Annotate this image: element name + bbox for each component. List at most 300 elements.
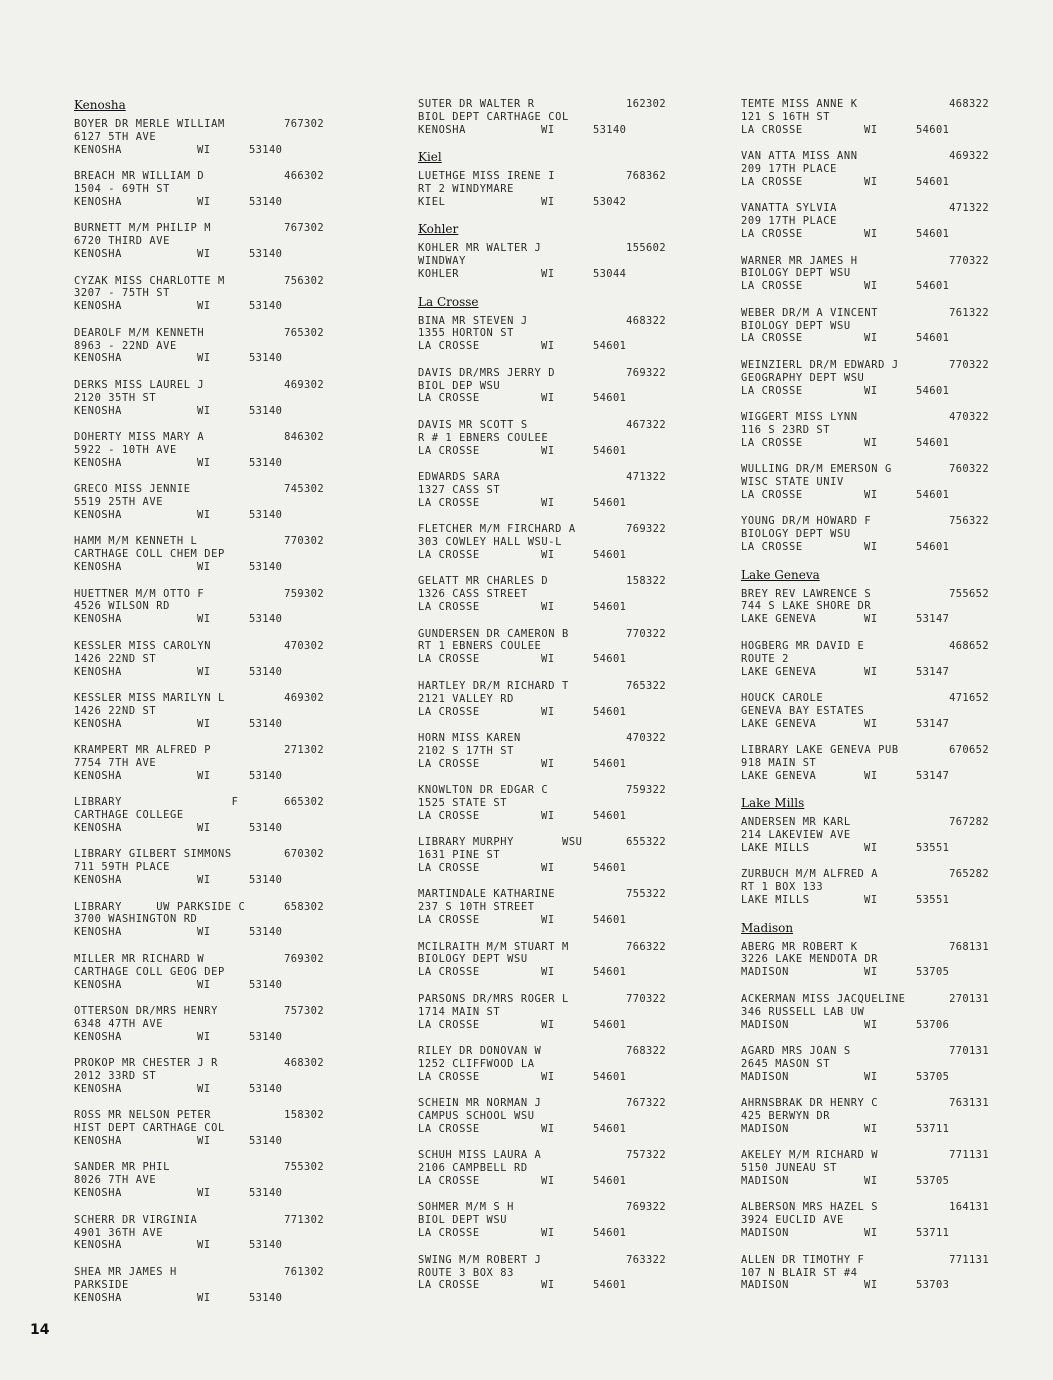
entry-city-line xyxy=(741,613,989,626)
entry-city-line xyxy=(74,1292,324,1305)
entry-code: 655322 xyxy=(626,836,666,849)
entry-city: LA CROSSE xyxy=(418,914,480,927)
entry-address: BIOLOGY DEPT WSU xyxy=(741,528,851,541)
entry-address: 3924 EUCLID AVE xyxy=(741,1214,844,1227)
entry-address: 107 N BLAIR ST #4 xyxy=(741,1266,858,1279)
place-heading: Kenosha xyxy=(74,98,126,112)
entry-address: RT 1 BOX 133 xyxy=(741,881,824,894)
entry-zip: 53140 xyxy=(249,769,283,782)
entry-city: LA CROSSE xyxy=(418,392,480,405)
entry-name: LIBRARY MURPHY WSU xyxy=(418,836,583,849)
entry-state: WI xyxy=(541,444,555,457)
entry-address: 8963 - 22ND AVE xyxy=(74,339,177,352)
entry-address: 1326 CASS STREET xyxy=(418,588,528,601)
entry-state: WI xyxy=(197,1291,211,1304)
entry-code: 468322 xyxy=(949,98,989,110)
entry-city-line xyxy=(418,914,666,927)
entry-code: 846302 xyxy=(284,431,324,444)
directory-column-3 xyxy=(741,94,989,1306)
entry-state: WI xyxy=(541,392,555,405)
directory-entry xyxy=(741,816,989,855)
entry-city: LA CROSSE xyxy=(418,1175,480,1188)
entry-name: DAVIS MR SCOTT S xyxy=(418,418,528,431)
entry-city-line xyxy=(74,1187,324,1200)
entry-state: WI xyxy=(864,541,878,554)
entry-name: VANATTA SYLVIA xyxy=(741,202,837,215)
entry-city-line xyxy=(418,268,666,281)
entry-code: 756322 xyxy=(949,515,989,528)
entry-city: LA CROSSE xyxy=(418,1070,480,1083)
place-section xyxy=(741,921,989,1293)
entry-city: LAKE GENEVA xyxy=(741,665,817,678)
entry-zip: 53140 xyxy=(249,195,283,208)
entry-address: 1426 22ND ST xyxy=(74,652,157,665)
entry-city-line xyxy=(418,653,666,666)
place-heading: La Crosse xyxy=(418,294,479,309)
entry-city-line xyxy=(74,352,324,365)
entry-address: 116 S 23RD ST xyxy=(741,423,831,436)
entry-name: EDWARDS SARA xyxy=(418,471,501,484)
place-section xyxy=(418,98,666,137)
entry-state: WI xyxy=(197,926,211,939)
entry-city: KENOSHA xyxy=(74,1187,122,1200)
entry-zip: 53147 xyxy=(916,613,950,626)
directory-entry xyxy=(418,836,666,875)
entry-code: 761322 xyxy=(949,306,989,319)
entry-zip: 54601 xyxy=(593,340,627,353)
entry-code: 745302 xyxy=(284,483,324,496)
entry-address: 6127 5TH AVE xyxy=(74,130,157,143)
entry-city-line xyxy=(418,497,666,510)
entry-code: 763131 xyxy=(949,1097,989,1110)
entry-zip: 53140 xyxy=(249,874,283,887)
entry-state: WI xyxy=(864,175,878,188)
entry-zip: 54601 xyxy=(593,496,627,509)
entry-address: 1504 - 69TH ST xyxy=(74,183,170,196)
entry-zip: 54601 xyxy=(593,601,627,614)
entry-address: 121 S 16TH ST xyxy=(741,110,831,123)
entry-code: 763322 xyxy=(626,1253,666,1266)
entry-city-line xyxy=(418,966,666,979)
entry-state: WI xyxy=(197,1187,211,1200)
entry-state: WI xyxy=(197,1082,211,1095)
entry-city: LA CROSSE xyxy=(741,228,803,241)
entry-city: LA CROSSE xyxy=(741,332,803,345)
entry-city-line xyxy=(418,862,666,875)
place-section xyxy=(418,295,666,1293)
entry-zip: 53711 xyxy=(916,1227,950,1240)
entry-city: KENOSHA xyxy=(74,248,122,261)
entry-zip: 53140 xyxy=(249,926,283,939)
entry-city: LA CROSSE xyxy=(418,1018,480,1031)
entry-city: LAKE GENEVA xyxy=(741,769,817,782)
entry-code: 658302 xyxy=(284,900,324,913)
entry-city-line xyxy=(741,1279,989,1292)
entry-address: 2106 CAMPBELL RD xyxy=(418,1162,528,1175)
entry-code: 769302 xyxy=(284,952,324,965)
entry-city-line xyxy=(418,1227,666,1240)
entry-city-line xyxy=(74,405,324,418)
entry-address: 2102 S 17TH ST xyxy=(418,744,514,757)
entry-code: 771131 xyxy=(949,1149,989,1162)
directory-entry xyxy=(741,588,989,627)
entry-zip: 53705 xyxy=(916,966,950,979)
entry-city: LA CROSSE xyxy=(741,123,803,136)
entry-address: 3226 LAKE MENDOTA DR xyxy=(741,953,879,966)
entry-zip: 53711 xyxy=(916,1122,950,1135)
directory-entry xyxy=(74,1057,324,1096)
entry-code: 767322 xyxy=(626,1097,666,1110)
place-section xyxy=(418,150,666,209)
entry-zip: 54601 xyxy=(593,548,627,561)
entry-name: LIBRARY LAKE GENEVA PUB xyxy=(741,744,899,757)
entry-city: MADISON xyxy=(741,1070,789,1083)
entry-name: DEAROLF M/M KENNETH xyxy=(74,326,205,339)
entry-zip: 53140 xyxy=(249,1082,283,1095)
entry-state: WI xyxy=(541,1227,555,1240)
entry-city: KENOSHA xyxy=(74,143,122,156)
entry-state: WI xyxy=(864,123,878,136)
entry-code: 770322 xyxy=(626,627,666,640)
entry-state: WI xyxy=(541,1279,555,1292)
entry-city: KENOSHA xyxy=(74,352,122,365)
entry-address: GEOGRAPHY DEPT WSU xyxy=(741,371,865,384)
entry-name: KESSLER MISS CAROLYN xyxy=(74,639,212,652)
entry-address: BIOLOGY DEPT WSU xyxy=(741,319,851,332)
entry-state: WI xyxy=(864,1018,878,1031)
entry-city-line xyxy=(741,124,989,137)
entry-zip: 54601 xyxy=(593,966,627,979)
entry-code: 469322 xyxy=(949,150,989,163)
directory-entry xyxy=(741,359,989,398)
entry-code: 768131 xyxy=(949,940,989,953)
entry-zip: 53140 xyxy=(249,1135,283,1148)
entry-state: WI xyxy=(197,822,211,835)
directory-entry xyxy=(741,150,989,189)
directory-entry xyxy=(74,1005,324,1044)
entry-code: 770302 xyxy=(284,535,324,548)
directory-entry xyxy=(418,1097,666,1136)
entry-code: 665302 xyxy=(284,796,324,809)
entry-name: KNOWLTON DR EDGAR C xyxy=(418,784,549,797)
entry-zip: 53140 xyxy=(249,404,283,417)
entry-address: 2120 35TH ST xyxy=(74,391,157,404)
entry-state: WI xyxy=(864,228,878,241)
entry-city: LA CROSSE xyxy=(741,384,803,397)
directory-entry xyxy=(74,1161,324,1200)
entry-city: KENOSHA xyxy=(74,665,122,678)
entry-state: WI xyxy=(197,769,211,782)
entry-state: WI xyxy=(541,601,555,614)
directory-entry xyxy=(74,1266,324,1305)
directory-entry xyxy=(74,796,324,835)
place-section xyxy=(741,98,989,554)
entry-city: LA CROSSE xyxy=(418,653,480,666)
entry-code: 770322 xyxy=(626,992,666,1005)
directory-entry xyxy=(74,848,324,887)
entry-name: CYZAK MISS CHARLOTTE M xyxy=(74,274,225,287)
entry-city-line xyxy=(741,385,989,398)
entry-city: LAKE GENEVA xyxy=(741,717,817,730)
entry-state: WI xyxy=(864,384,878,397)
directory-entry xyxy=(74,588,324,627)
entry-city: LA CROSSE xyxy=(741,436,803,449)
entry-zip: 53705 xyxy=(916,1175,950,1188)
entry-code: 757322 xyxy=(626,1149,666,1162)
entry-address: BIOL DEPT WSU xyxy=(418,1214,508,1227)
entry-name: SCHERR DR VIRGINIA xyxy=(74,1213,198,1226)
entry-city: MADISON xyxy=(741,966,789,979)
entry-name: OTTERSON DR/MRS HENRY xyxy=(74,1004,218,1017)
entry-city: LA CROSSE xyxy=(418,1279,480,1292)
entry-zip: 53140 xyxy=(249,508,283,521)
entry-zip: 53551 xyxy=(916,842,950,855)
entry-zip: 54601 xyxy=(593,914,627,927)
entry-address: 3700 WASHINGTON RD xyxy=(74,913,198,926)
entry-code: 162302 xyxy=(626,98,666,110)
directory-entry xyxy=(418,1201,666,1240)
entry-code: 761302 xyxy=(284,1265,324,1278)
entry-address: 2645 MASON ST xyxy=(741,1057,831,1070)
entry-zip: 53705 xyxy=(916,1070,950,1083)
entry-city-line xyxy=(74,874,324,887)
entry-city: KENOSHA xyxy=(74,300,122,313)
place-heading: Kiel xyxy=(418,150,442,165)
entry-city-line xyxy=(418,340,666,353)
entry-code: 767302 xyxy=(284,118,324,130)
entry-city-line xyxy=(74,770,324,783)
entry-city: LA CROSSE xyxy=(418,1227,480,1240)
entry-city: LA CROSSE xyxy=(741,280,803,293)
entry-name: DAVIS DR/MRS JERRY D xyxy=(418,366,556,379)
entry-name: HOGBERG MR DAVID E xyxy=(741,639,865,652)
entry-city: KENOSHA xyxy=(74,195,122,208)
entry-city-line xyxy=(74,561,324,574)
entry-name: HORN MISS KAREN xyxy=(418,731,521,744)
entry-city-line xyxy=(74,1031,324,1044)
place-section xyxy=(418,222,666,281)
entry-code: 766322 xyxy=(626,940,666,953)
entry-state: WI xyxy=(864,842,878,855)
directory-entry xyxy=(74,640,324,679)
directory-entry xyxy=(741,993,989,1032)
entry-code: 760322 xyxy=(949,463,989,476)
entry-city-line xyxy=(74,718,324,731)
entry-name: HUETTNER M/M OTTO F xyxy=(74,587,205,600)
entry-name: HAMM M/M KENNETH L xyxy=(74,535,198,548)
entry-state: WI xyxy=(197,143,211,156)
entry-state: WI xyxy=(864,717,878,730)
entry-zip: 53140 xyxy=(249,300,283,313)
entry-city: KENOSHA xyxy=(74,874,122,887)
entry-address: BIOLOGY DEPT WSU xyxy=(741,267,851,280)
entry-zip: 54601 xyxy=(593,1227,627,1240)
entry-address: 5922 - 10TH AVE xyxy=(74,443,177,456)
entry-city-line xyxy=(741,894,989,907)
entry-name: ROSS MR NELSON PETER xyxy=(74,1109,212,1122)
entry-address: 744 S LAKE SHORE DR xyxy=(741,600,872,613)
entry-city-line xyxy=(418,1123,666,1136)
entry-name: SUTER DR WALTER R xyxy=(418,98,535,110)
entry-address: 7754 7TH AVE xyxy=(74,756,157,769)
entry-city: MADISON xyxy=(741,1018,789,1031)
entry-name: DOHERTY MISS MARY A xyxy=(74,431,205,444)
entry-zip: 53147 xyxy=(916,717,950,730)
entry-address: 5150 JUNEAU ST xyxy=(741,1162,837,1175)
directory-entry xyxy=(741,1097,989,1136)
entry-state: WI xyxy=(864,769,878,782)
entry-city-line xyxy=(418,196,666,209)
entry-city-line xyxy=(741,176,989,189)
entry-code: 770322 xyxy=(949,254,989,267)
entry-code: 164131 xyxy=(949,1201,989,1214)
entry-state: WI xyxy=(197,352,211,365)
entry-city: KENOSHA xyxy=(74,1082,122,1095)
entry-zip: 54601 xyxy=(593,705,627,718)
entry-name: GRECO MISS JENNIE xyxy=(74,483,191,496)
entry-name: BOYER DR MERLE WILLIAM xyxy=(74,118,225,130)
entry-name: LUETHGE MISS IRENE I xyxy=(418,170,556,183)
entry-city: KENOSHA xyxy=(74,508,122,521)
entry-code: 768362 xyxy=(626,170,666,183)
entry-state: WI xyxy=(541,195,555,208)
entry-city-line xyxy=(74,144,324,157)
entry-city: LA CROSSE xyxy=(418,809,480,822)
entry-city-line xyxy=(741,770,989,783)
entry-code: 755322 xyxy=(626,888,666,901)
entry-code: 271302 xyxy=(284,744,324,757)
entry-zip: 54601 xyxy=(593,862,627,875)
entry-city: KENOSHA xyxy=(74,613,122,626)
entry-city: KIEL xyxy=(418,195,446,208)
entry-state: WI xyxy=(541,548,555,561)
entry-name: GUNDERSEN DR CAMERON B xyxy=(418,627,569,640)
entry-state: WI xyxy=(864,1122,878,1135)
entry-state: WI xyxy=(541,757,555,770)
directory-entry xyxy=(74,1109,324,1148)
directory-entry xyxy=(418,1254,666,1293)
entry-state: WI xyxy=(541,1070,555,1083)
entry-name: FLETCHER M/M FIRCHARD A xyxy=(418,523,576,536)
entry-city: KENOSHA xyxy=(74,822,122,835)
entry-code: 155602 xyxy=(626,242,666,255)
entry-city: KENOSHA xyxy=(74,978,122,991)
entry-name: SHEA MR JAMES H xyxy=(74,1265,177,1278)
directory-entry xyxy=(418,170,666,209)
entry-city-line xyxy=(74,457,324,470)
entry-zip: 53042 xyxy=(593,195,627,208)
directory-entry xyxy=(74,222,324,261)
entry-code: 767282 xyxy=(949,816,989,829)
entry-zip: 54601 xyxy=(593,1122,627,1135)
entry-code: 470322 xyxy=(949,411,989,424)
directory-entry xyxy=(741,744,989,783)
entry-name: WEBER DR/M A VINCENT xyxy=(741,306,879,319)
entry-name: AKELEY M/M RICHARD W xyxy=(741,1149,879,1162)
entry-name: SWING M/M ROBERT J xyxy=(418,1253,542,1266)
entry-name: KRAMPERT MR ALFRED P xyxy=(74,744,212,757)
entry-zip: 53140 xyxy=(249,1239,283,1252)
entry-city-line xyxy=(741,280,989,293)
entry-state: WI xyxy=(541,914,555,927)
entry-address: GENEVA BAY ESTATES xyxy=(741,704,865,717)
entry-address: 6348 47TH AVE xyxy=(74,1017,164,1030)
entry-address: 4526 WILSON RD xyxy=(74,600,170,613)
entry-city: KENOSHA xyxy=(74,769,122,782)
entry-state: WI xyxy=(864,1227,878,1240)
directory-entry xyxy=(418,628,666,667)
entry-city-line xyxy=(418,124,666,137)
entry-state: WI xyxy=(197,404,211,417)
entry-code: 767302 xyxy=(284,222,324,235)
entry-code: 270131 xyxy=(949,992,989,1005)
entry-city-line xyxy=(741,228,989,241)
entry-name: TEMTE MISS ANNE K xyxy=(741,98,858,110)
entry-code: 470302 xyxy=(284,639,324,652)
entry-address: CARTHAGE COLL GEOG DEP xyxy=(74,965,225,978)
entry-zip: 54601 xyxy=(916,488,950,501)
entry-address: 237 S 10TH STREET xyxy=(418,901,535,914)
entry-address: 1327 CASS ST xyxy=(418,483,501,496)
entry-name: ABERG MR ROBERT K xyxy=(741,940,858,953)
directory-entry xyxy=(74,1214,324,1253)
entry-zip: 53140 xyxy=(249,1187,283,1200)
entry-zip: 54601 xyxy=(593,1279,627,1292)
entry-zip: 53140 xyxy=(593,123,627,136)
entry-city-line xyxy=(418,601,666,614)
entry-state: WI xyxy=(864,966,878,979)
entry-code: 468302 xyxy=(284,1057,324,1070)
directory-entry xyxy=(74,901,324,940)
entry-name: ZURBUCH M/M ALFRED A xyxy=(741,868,879,881)
entry-address: CAMPUS SCHOOL WSU xyxy=(418,1109,535,1122)
entry-address: RT 1 EBNERS COULEE xyxy=(418,640,542,653)
place-section xyxy=(741,568,989,783)
entry-address: CARTHAGE COLLEGE xyxy=(74,809,184,822)
entry-city: LA CROSSE xyxy=(418,496,480,509)
directory-entry xyxy=(418,993,666,1032)
entry-city-line xyxy=(741,666,989,679)
entry-zip: 53140 xyxy=(249,248,283,261)
entry-code: 770322 xyxy=(949,358,989,371)
entry-city-line xyxy=(74,1135,324,1148)
entry-city: LA CROSSE xyxy=(418,444,480,457)
entry-city-line xyxy=(741,966,989,979)
entry-code: 757302 xyxy=(284,1004,324,1017)
entry-state: WI xyxy=(864,436,878,449)
entry-name: LIBRARY UW PARKSIDE C xyxy=(74,900,246,913)
entry-city-line xyxy=(741,718,989,731)
entry-name: AGARD MRS JOAN S xyxy=(741,1044,851,1057)
entry-city-line xyxy=(418,549,666,562)
entry-code: 469302 xyxy=(284,378,324,391)
place-heading: Madison xyxy=(741,920,794,935)
entry-state: WI xyxy=(541,340,555,353)
entry-city-line xyxy=(741,1071,989,1084)
entry-city-line xyxy=(74,1083,324,1096)
entry-city: KENOSHA xyxy=(74,456,122,469)
entry-address: PARKSIDE xyxy=(74,1278,129,1291)
directory-entry xyxy=(741,1254,989,1293)
entry-city-line xyxy=(741,332,989,345)
directory-entry xyxy=(741,640,989,679)
entry-city-line xyxy=(741,1123,989,1136)
entry-code: 756302 xyxy=(284,274,324,287)
entry-state: WI xyxy=(541,268,555,281)
entry-name: PROKOP MR CHESTER J R xyxy=(74,1057,218,1070)
entry-city: KENOSHA xyxy=(74,1291,122,1304)
entry-address: 303 COWLEY HALL WSU-L xyxy=(418,536,562,549)
